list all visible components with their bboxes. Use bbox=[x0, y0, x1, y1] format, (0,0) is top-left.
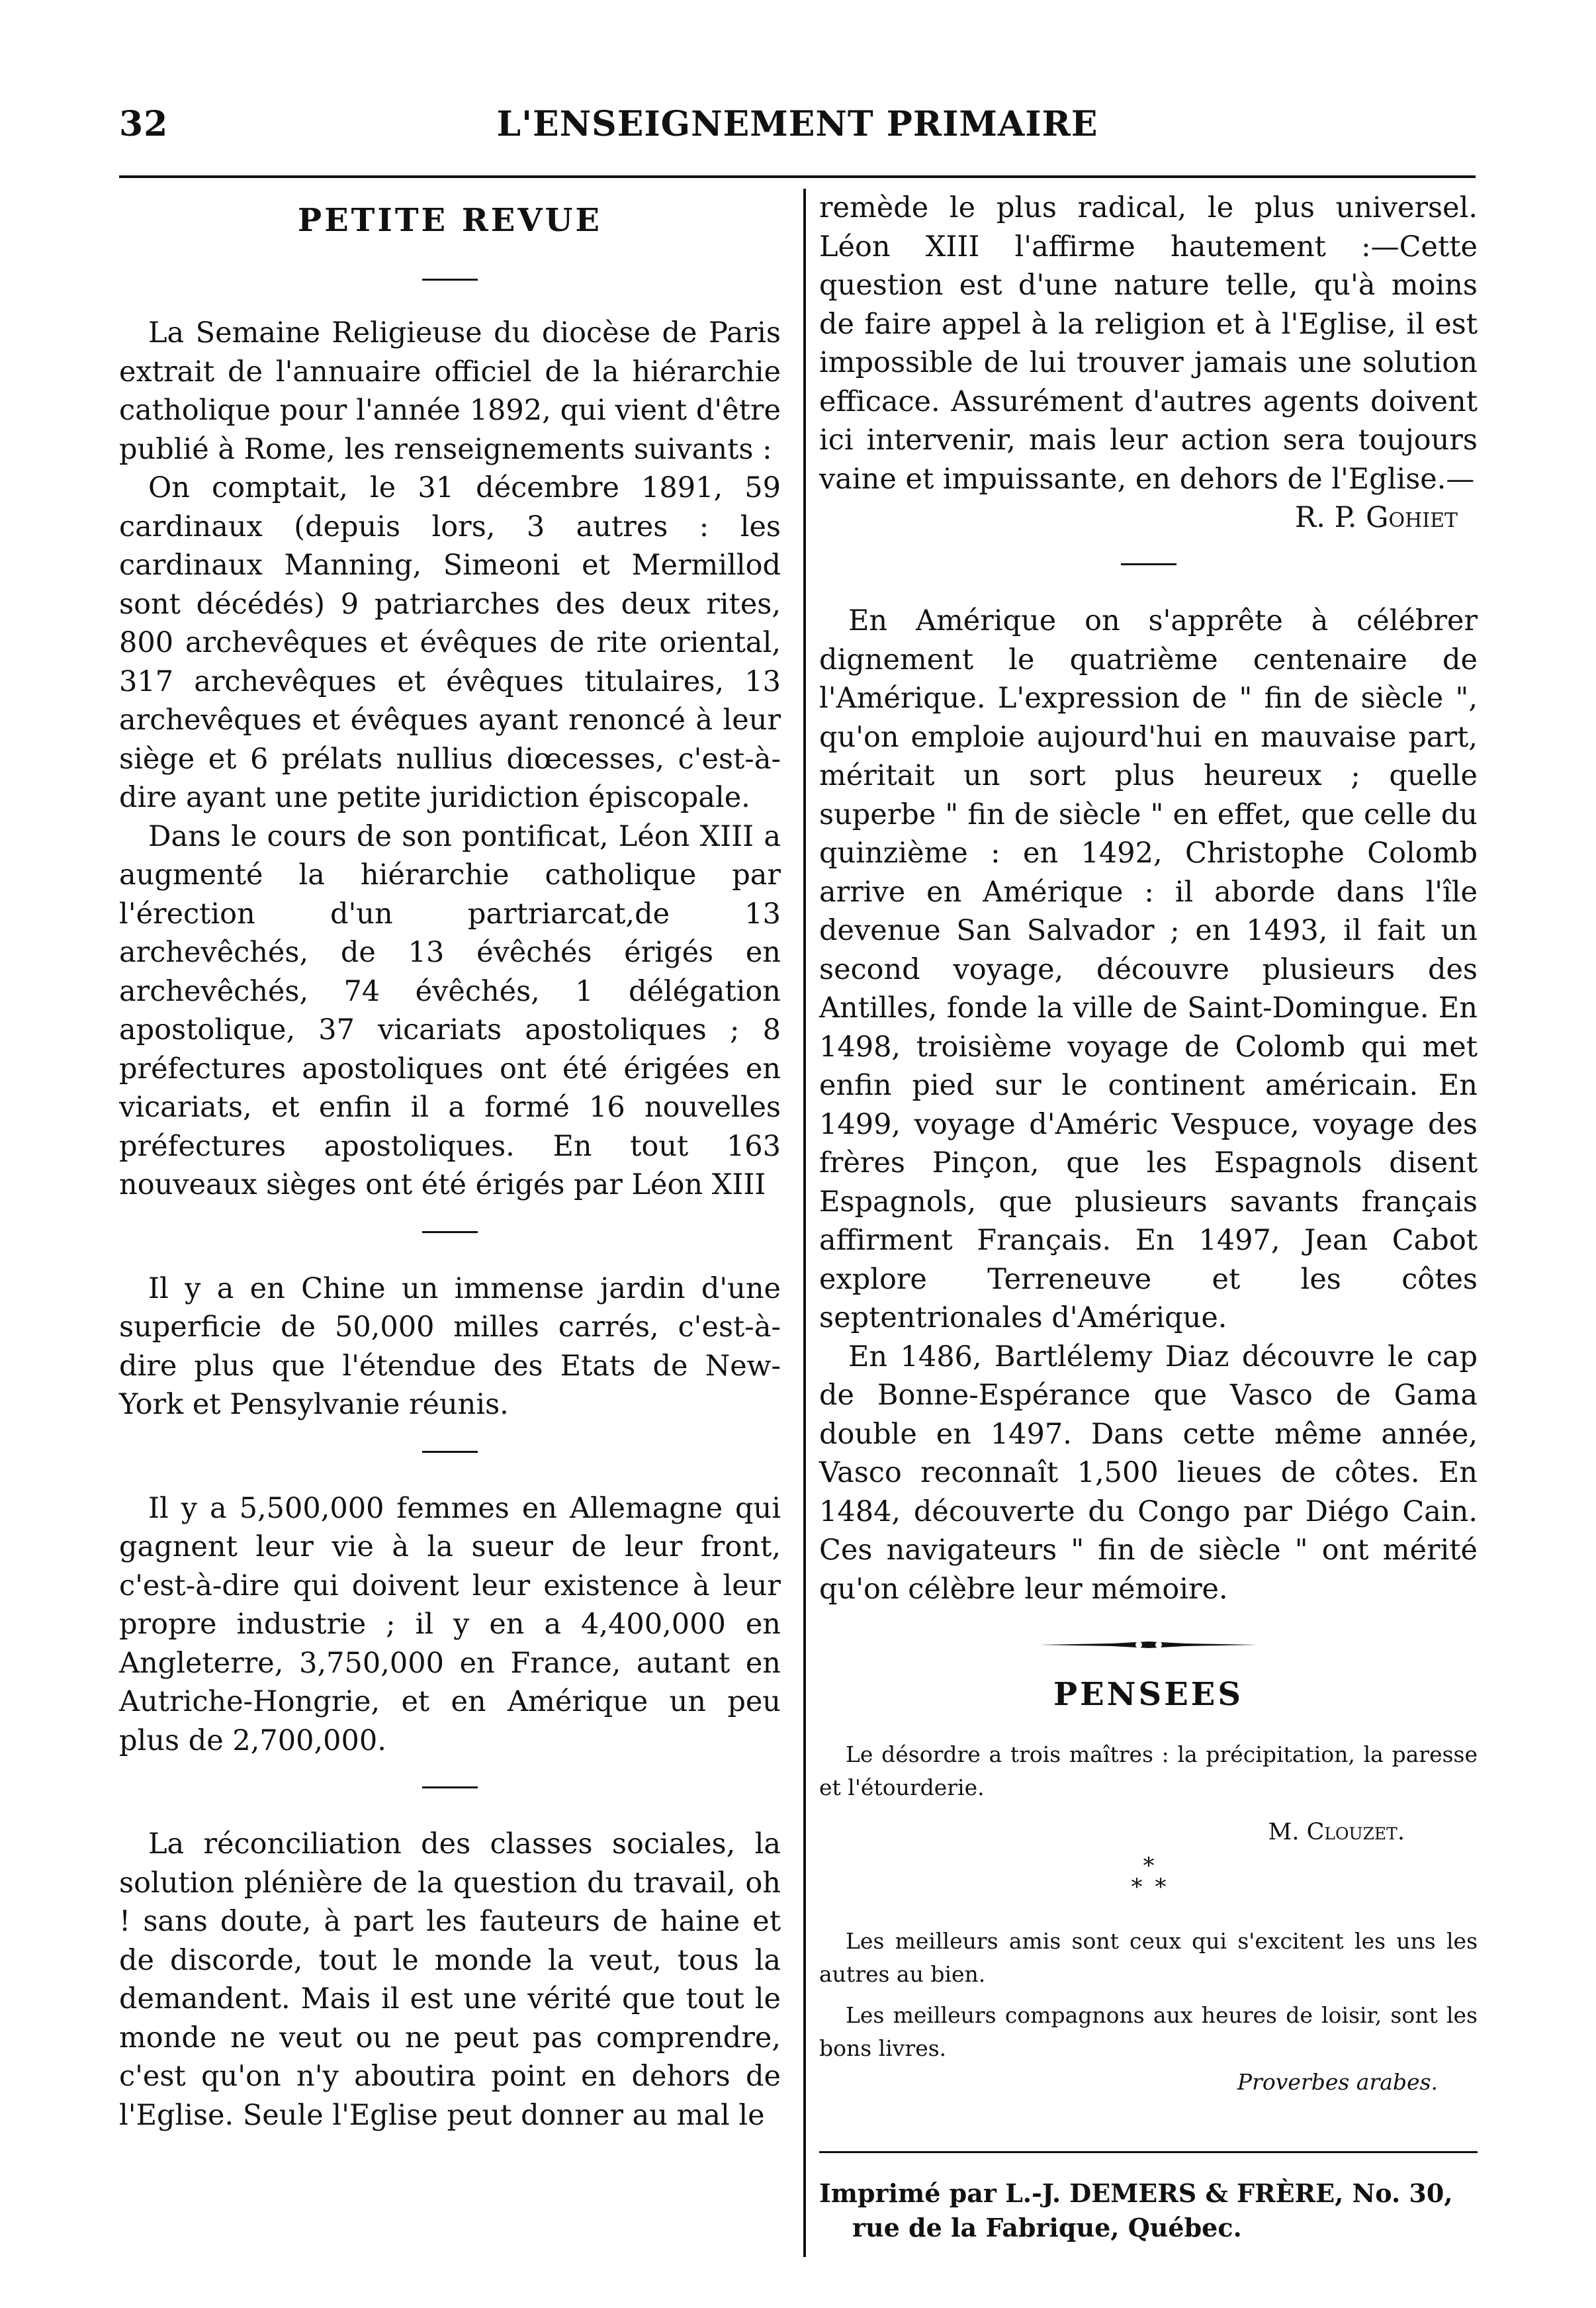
quote-bons-livres: Les meilleurs compagnons aux heures de loisir, sont les bons livres. bbox=[819, 2002, 1478, 2061]
imprint-rule bbox=[819, 2151, 1478, 2153]
paragraph-reconciliation-continued: remède le plus radical, le plus universel. Léon XIII l'affirme hautement :—Cette question est d'une nature telle, qu'à moins de faire appel à la religion et à l'Eglise, il est impossible de lui trouver jamais une solution efficace. Assurément d'autres agents doivent ici intervenir, mais leur action sera toujours vaine et impuissante, en dehors de l'Eglise.— bbox=[819, 191, 1478, 496]
paragraph-leon-xiii: Dans le cours de son pontificat, Léon XIII a augmenté la hiérarchie catholique par l'érection d'un partriarcat,de 13 archevêchés, de 13 évêchés érigés en archevêchés, 74 évêchés, 1 délégation apostolique, 37 vicariats apostoliques ; 8 préfectures apostoliques ont été érigées en vicariats, et enfin il a formé 16 nouvelles préfectures apostoliques. En tout 163 nouveaux sièges ont été érigés par Léon XIII bbox=[119, 819, 781, 1201]
quote-author-clouzet: M. Clouzet. bbox=[1268, 1819, 1405, 1845]
svg-text:*: * bbox=[1143, 1853, 1154, 1879]
quote-source-proverbes: Proverbes arabes. bbox=[1237, 2069, 1438, 2095]
svg-text:*: * bbox=[1131, 1874, 1142, 1900]
paragraph-allemagne: Il y a 5,500,000 femmes en Allemagne qui gagnent leur vie à la sueur de leur front, c'est-à-dire qui doivent leur existence à leur propre industrie ; il y en a 4,400,000 en Angleterre, 3,750,000 en France, autant en Autriche-Hongrie, et en Amérique un peu plus de 2,700,000. bbox=[119, 1491, 781, 1757]
title-rule bbox=[422, 279, 478, 281]
imprint-line-1: Imprimé par L.-J. DEMERS & FRÈRE, No. 30, bbox=[819, 2178, 1453, 2208]
paragraph-reconciliation: La réconciliation des classes sociales, la solution plénière de la question du travail, oh ! sans doute, à part les fauteurs de haine et de discorde, tout le monde la veut, tous la demandent. Mais il est une vérité que tout le monde ne veut ou ne peut pas comprendre, c'est qu'on n'y aboutira point en dehors de l'Eglise. Seule l'Eglise peut donner au mal le bbox=[119, 1827, 781, 2132]
paragraph-navigateurs: En 1486, Bartlélemy Diaz découvre le cap de Bonne-Espérance que Vasco de Gama double en 1497. Dans cette même année, Vasco reconnaît 1,500 lieues de côtes. En 1484, découverte du Congo par Diégo Cain. Ces navigateurs " fin de siècle " ont mérité qu'on célèbre leur mémoire. bbox=[819, 1340, 1478, 1606]
paragraph-chine: Il y a en Chine un immense jardin d'une superficie de 50,000 milles carrés, c'est-à-dire plus que l'étendue des Etats de New-York et Pensylvanie réunis. bbox=[119, 1271, 781, 1421]
quote-desordre: Le désordre a trois maîtres : la précipitation, la paresse et l'étourderie. bbox=[819, 1741, 1478, 1800]
ornament-icon bbox=[1040, 1640, 1258, 1649]
section-separator bbox=[422, 1231, 478, 1233]
section-title-petite-revue: PETITE REVUE bbox=[297, 202, 603, 239]
section-separator bbox=[1121, 563, 1176, 565]
imprint-line-2: rue de la Fabrique, Québec. bbox=[852, 2213, 1242, 2242]
column-divider bbox=[803, 189, 806, 2257]
section-separator bbox=[422, 1786, 478, 1788]
imprint bbox=[819, 2176, 1478, 2245]
paragraph-cardinaux: On comptait, le 31 décembre 1891, 59 cardinaux (depuis lors, 3 autres : les cardinaux Manning, Simeoni et Mermillod sont décédés) 9 patriarches des deux rites, 800 archevêques et évêques de rite oriental, 317 archevêques et évêques titulaires, 13 archevêques et évêques ayant renoncé à leur siège et 6 prélats nullius diœcesses, c'est-à-dire ayant une petite juridiction épiscopale. bbox=[119, 471, 781, 814]
running-head bbox=[119, 96, 1476, 156]
header-rule bbox=[119, 175, 1476, 178]
left-column bbox=[119, 189, 781, 2135]
asterism-icon bbox=[1122, 1853, 1175, 1906]
ornamental-rule bbox=[1040, 1640, 1258, 1649]
section-title-pensees: PENSEES bbox=[1053, 1676, 1244, 1713]
page-number: 32 bbox=[119, 104, 169, 144]
svg-text:*: * bbox=[1155, 1874, 1166, 1900]
signature-gohiet: R. P. Gohiet bbox=[1294, 501, 1458, 534]
right-column bbox=[819, 189, 1478, 2245]
paragraph-amerique: En Amérique on s'apprête à célébrer dignement le quatrième centenaire de l'Amérique. L'expression de " fin de siècle ", qu'on emploie aujourd'hui en mauvaise part, méritait un sort plus heureux ; quelle superbe " fin de siècle " en effet, que celle du quinzième : en 1492, Christophe Colomb arrive en Amérique : il aborde dans l'île devenue San Salvador ; en 1493, il fait un second voyage, découvre plusieurs des Antilles, fonde la ville de Saint-Domingue. En 1498, troisième voyage de Colomb qui met enfin pied sur le continent américain. En 1499, voyage d'Améric Vespuce, voyage des frères Pinçon, que les Espagnols disent Espagnols, que plusieurs savants français affirment Français. En 1497, Jean Cabot explore Terreneuve et les côtes septentrionales d'Amérique. bbox=[819, 604, 1478, 1334]
paragraph-semaine-religieuse: La Semaine Religieuse du diocèse de Paris extrait de l'annuaire officiel de la hiérarchie catholique pour l'année 1892, qui vient d'être publié à Rome, les renseignements suivants : bbox=[119, 316, 781, 466]
section-separator bbox=[422, 1451, 478, 1453]
journal-title: L'ENSEIGNEMENT PRIMAIRE bbox=[496, 104, 1098, 144]
quote-meilleurs-amis: Les meilleurs amis sont ceux qui s'excitent les uns les autres au bien. bbox=[819, 1928, 1478, 1987]
